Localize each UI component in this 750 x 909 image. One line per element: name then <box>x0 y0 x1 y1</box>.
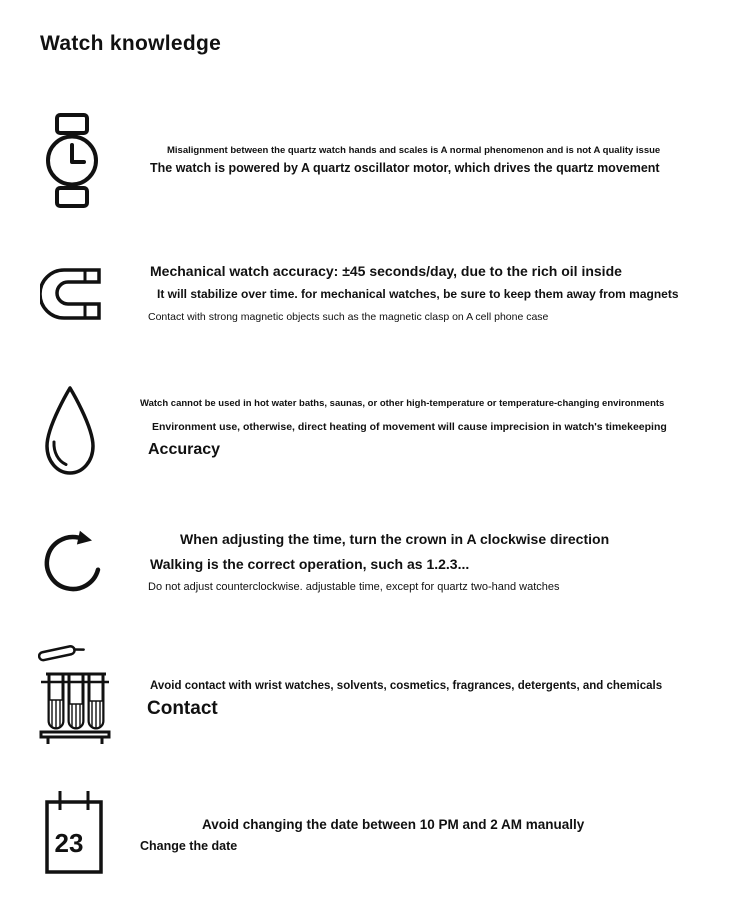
magnet-icon <box>40 264 102 324</box>
quartz-main-text: The watch is powered by A quartz oscillator motor, which drives the quartz movement <box>150 161 660 175</box>
crown-note-text: Do not adjust counterclockwise. adjustable time, except for quartz two-hand watches <box>148 581 560 593</box>
crown-body-text: Walking is the correct operation, such as 1.2.3... <box>150 556 470 572</box>
magnet-note-text: Contact with strong magnetic objects such as the magnetic clasp on A cell phone case <box>148 311 549 323</box>
quartz-note-text: Misalignment between the quartz watch hands and scales is A normal phenomenon and is not A quality issue <box>167 145 661 156</box>
chemicals-body-text: Avoid contact with wrist watches, solvents, cosmetics, fragrances, detergents, and chemicals <box>150 680 663 692</box>
magnet-body-text: It will stabilize over time. for mechanical watches, be sure to keep them away from magnets <box>157 287 679 301</box>
calendar-icon <box>42 788 106 876</box>
crown-headline-text: When adjusting the time, turn the crown in A clockwise direction <box>180 531 610 547</box>
calendar-day-number: 23 <box>54 828 84 858</box>
magnet-headline-text: Mechanical watch accuracy: ±45 seconds/day, due to the rich oil inside <box>150 263 622 279</box>
temperature-note-text: Watch cannot be used in hot water baths, saunas, or other high-temperature or temperature-changing environments <box>140 398 665 409</box>
test-tubes-icon <box>38 644 112 746</box>
date-change-body-text: Avoid changing the date between 10 PM and 2 AM manually <box>202 817 585 832</box>
change-the-date-heading: Change the date <box>140 839 238 853</box>
temperature-body-text: Environment use, otherwise, direct heating of movement will cause imprecision in watch's timekeeping <box>152 421 667 433</box>
accuracy-heading: Accuracy <box>148 441 221 458</box>
page-title: Watch knowledge <box>40 32 222 55</box>
clockwise-arrow-icon <box>42 521 106 599</box>
contact-heading: Contact <box>147 698 218 719</box>
water-drop-icon <box>42 384 98 478</box>
wristwatch-icon <box>44 112 100 209</box>
